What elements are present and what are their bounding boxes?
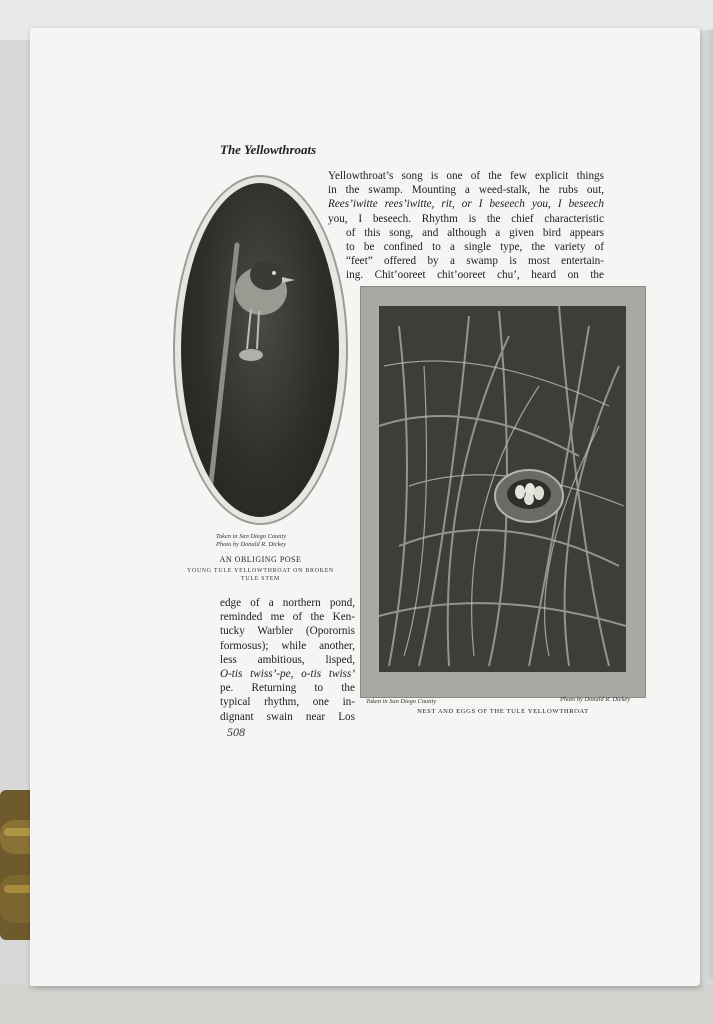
- text-line: edge of a northern pond,: [220, 597, 355, 609]
- bird-on-stem-illustration: [181, 183, 339, 517]
- text-line: you, I beseech. Rhythm is the chief characteristic: [328, 212, 604, 225]
- text-line: tucky Warbler (Oporornis: [220, 625, 355, 638]
- bird-photo: [181, 183, 339, 517]
- grass-nest-illustration: [379, 306, 626, 672]
- text-line: reminded me of the Ken-: [220, 611, 355, 624]
- nest-photo-credit-right: Photo by Donald R. Dickey: [560, 696, 631, 703]
- text-line: O-tis twiss’-pe, o-tis twiss’: [220, 668, 355, 681]
- oval-photo-title: AN OBLIGING POSE: [219, 555, 302, 564]
- text-line: formosus); while another,: [220, 639, 355, 652]
- text-line: Rees’iwitte rees’iwitte, rit, or I beseech you, I beseech: [328, 198, 604, 211]
- paragraph-2: [220, 596, 355, 724]
- text-line: less ambitious, lisped,: [220, 653, 355, 666]
- page-number: 508: [227, 725, 245, 739]
- caption-line: Photo by Donald R. Dickey: [216, 541, 287, 548]
- text-line: dignant swain near Los: [220, 710, 355, 723]
- text-line: to be confined to a single type, the variety of: [346, 241, 604, 254]
- text-line: in the swamp. Mounting a weed-stalk, he rubs out,: [328, 184, 604, 197]
- nest-photo-credit-left: Taken in San Diego County: [366, 698, 437, 705]
- text-line: “feet” offered by a swamp is most entertain-: [346, 255, 604, 268]
- nest-photo: [379, 306, 626, 672]
- text-line: of this song, and although a given bird appears: [346, 226, 604, 239]
- text-line: pe. Returning to the: [220, 682, 355, 695]
- background-table: [0, 985, 713, 1024]
- caption-line: TULE STEM: [241, 576, 280, 582]
- text-line: ing. Chit’ooreet chit’ooreet chu’, heard on the: [346, 269, 604, 282]
- caption-line: YOUNG TULE YELLOWTHROAT ON BROKEN: [186, 568, 335, 574]
- running-title: The Yellowthroats: [220, 142, 317, 157]
- caption-line: Taken in San Diego County: [216, 533, 287, 540]
- oval-photo-subtitle: [173, 567, 348, 583]
- paragraph-1: [328, 169, 604, 283]
- nest-photo-title: NEST AND EGGS OF THE TULE YELLOWTHROAT: [417, 708, 589, 715]
- text-line: typical rhythm, one in-: [220, 696, 355, 709]
- text-line: Yellowthroat’s song is one of the few explicit things: [328, 170, 604, 182]
- book-page: [30, 28, 700, 986]
- oval-photo-credit: [216, 533, 336, 549]
